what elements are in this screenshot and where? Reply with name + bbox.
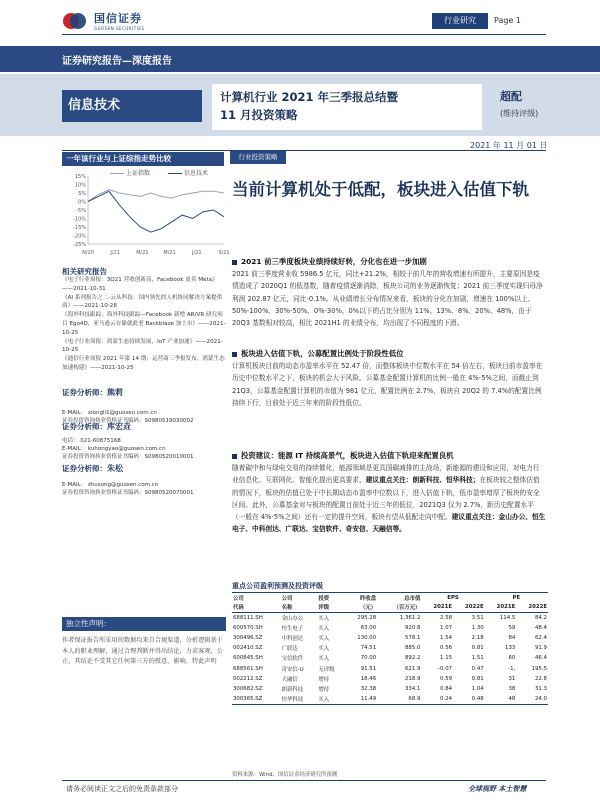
table-cell: 0.56 [440,645,453,652]
footer-slogan: 全球视野 本土智慧 [468,785,527,793]
footer-divider [62,780,546,781]
logo [62,10,144,31]
table-cell: 885.0 [405,645,421,652]
table-cell: 133 [505,645,516,652]
analyst-email[interactable]: E-MAIL： zhusong@guosen.com.cn [62,482,159,488]
y-tick-label: 15% [74,174,86,180]
table-cell: 0.84 [440,685,453,692]
analyst-cert: 证券投资咨询执业资格证书编码：S0980519030002 [62,418,194,424]
y-tick-label: -20% [73,233,86,240]
table-cell: 32.38 [360,685,377,692]
table-cell: 31.3 [534,685,547,692]
table-cell: 688111.SH [233,614,263,621]
table-row [232,674,548,684]
table-cell: 31 [508,675,516,682]
table-cell: 68.9 [377,694,421,704]
x-tick-label: S/21 [218,250,230,256]
table-cell: 买入 [318,635,330,642]
table-row [232,623,548,633]
table-row [232,694,548,704]
table-cell: 621.9 [405,665,421,672]
table-cell: 宝信软件 [281,656,304,663]
table-cell: 22.8 [534,675,547,682]
bullet-square-icon [232,352,237,357]
analyst-2 [62,414,226,461]
table-cell: 增持 [318,676,330,683]
table-row [232,663,548,673]
report-type: 证券研究报告—深度报告 [62,56,172,67]
report-title [212,84,482,130]
header-tag: 行业研究 [432,13,488,29]
recommendation-1: 建议重点关注：朗新科技、恒华科技； [365,476,480,485]
table-cell: 600570.SH [233,624,263,631]
table-cell: 0.47 [471,665,484,672]
table-cell: 3.51 [471,614,484,621]
table-cell: 892.2 [405,655,421,662]
y-tick-label: -10% [73,216,86,223]
bullet-heading-3: 投资建议：能源 IT 持续高景气，板块进入估值下轨迎来配置良机 [232,450,546,461]
table-cell: 218.9 [405,675,421,682]
table-row [232,643,548,653]
section-tag: 行业投资策略 [230,151,286,164]
table-cell: 0.81 [471,645,484,652]
footer-disclaimer: 请务必阅读正文之后的免责条款部分 [66,785,178,793]
table-cell: 600845.SH [233,655,263,662]
table-cell: 195.5 [531,665,547,672]
table-cell: 70.00 [360,655,377,662]
table-cell: 38 [508,685,516,692]
table-cell: 买入 [318,625,330,632]
analyst-label: 证券分析师： [62,422,107,431]
table-cell: 60 [508,655,516,662]
analyst-email[interactable]: E-MAIL： kuhongyao@guosen.com.cn [62,446,166,452]
rating: 超配 [500,90,522,103]
table-cell: 0.59 [440,675,453,682]
y-tick-label: -25% [73,242,86,248]
table-cell: 74.51 [360,645,377,652]
table-cell: 300682.SZ [233,685,263,692]
logo-text: 国信证券 [94,12,142,25]
header-divider [62,34,546,35]
table-cell: 1.04 [471,685,484,692]
table-title: 重点公司盈利预测及投资评级 [232,582,323,590]
analyst-label: 证券分析师： [62,464,107,473]
table-cell: 恒华科技 [281,694,318,704]
disclaimer-text: 作者保证报告所采用的数据均来自合规渠道，分析逻辑基于本人的职业理解，通过合理判断并得出结论，力求客观、公正，其结论不受其它任何第三方的授意、影响，特此声明 [62,637,223,666]
industry-label: 信息技术 [62,90,202,122]
table-cell: 1.15 [440,655,453,662]
analyst-label: 证券分析师： [62,388,107,397]
analyst-cert: 证券投资咨询执业资格证书编码：S0980520070001 [62,490,194,496]
y-tick-label: 5% [78,191,86,197]
table-cell: 0.24 [421,694,453,704]
table-cell: 1.51 [471,655,484,662]
table-cell: 无评级 [318,666,335,673]
table-cell: 中科创达 [281,635,304,642]
table-cell: 91.51 [360,665,377,672]
table-cell: 0.48 [453,694,485,704]
analyst-cert: 证券投资咨询执业资格证书编码：S0980520010001 [62,454,194,460]
x-tick-label: M/21 [163,250,176,256]
report-item[interactable]: 《海外科技跟踪：海外科技跟踪—Facebook 新增 AR/VR 研究项目 Ego4D，亚马逊云存储就此老 Backblaze 加上市》——2021-10-25 [62,312,226,336]
table-cell: 买入 [318,656,330,663]
analyst-tel: 电话： 021-60875168 [62,438,121,444]
x-tick-label: M/21 [136,250,149,256]
analyst-name: 熊莉 [107,388,123,397]
table-cell: 130.00 [357,634,377,641]
report-item[interactable]: 《通信行业周报 2021 年第 14 期：运营商三季报发布，鸿蒙生态加速构建》——2021-10-25 [62,356,225,371]
table-cell: 48.4 [534,624,547,631]
table-cell: 295.28 [357,614,377,621]
table-cell: 金山办公 [281,615,304,622]
paragraph-1: 2021 前三季度营业收 5986.5 亿元，同比+21.2%，相较于前几年的营收增速有所提升，主要原因是疫情造成了 2020Q1 的低基数，随着疫情逐渐消除，板块公司的业务逐渐恢复；2021 前三季度实现归母净利润 202.87 亿元，同比-0.1%。从业绩增长分布情况来看，板块的分化在加剧，增速在 100%以上、50%-100%、30%-50%、0%-30%、0%以下的占比分别为 11%、13%、8%、20%、48%，由于 20Q3 基数相对较高，相比 2021H1 的业绩分布，均出现了不同程度的下滑。 [232,270,543,328]
table-cell: -1, [508,665,516,672]
bullet-heading-2: 板块进入估值下轨，公募配置比例处于阶段性低位 [232,348,546,359]
table-cell: 18.46 [360,675,377,682]
bullet-heading-1: 2021 前三季度板块业绩持续好转，分化也在进一步加剧 [232,256,546,267]
paragraph-2: 计算机板块目前的动态市盈率水平在 52.47 倍，而整体板块中位数水平在 54 倍左右，板块目前市盈率在历史中位数水平之下，板块的机会大于风险。公募基金配置计算机的比例一般在 4%-5%之间，而截止到 21Q3，公募基金配置计算机的市值为 981 亿元，配置比例在 2.7%，板块自 20Q2 的 7.4%的配置比例持续下行，目前处于近三年来的阶段性低位。 [232,362,543,407]
table-cell: 1.07 [440,624,453,631]
table-cell: 买入 [317,694,345,704]
table-cell: 广联达 [281,646,298,653]
table-cell: 48 [485,694,517,704]
table-cell: 59 [508,624,516,631]
bullet-square-icon [232,454,237,459]
x-tick-label: J/21 [110,250,120,256]
logo-mark-icon [62,12,88,30]
table-cell: 24.0 [516,694,548,704]
report-title-line2: 11 月投资策略 [220,108,298,122]
report-item[interactable]: 《电子行业周报：鸿蒙生态持续发展，IoT 产业加速》——2021-10-25 [62,338,223,354]
forecast-table [232,592,548,705]
table-cell: 1.54 [440,634,453,641]
logo-text-en: GUOSEN SECURITIES [94,26,145,31]
analyst-3 [62,456,226,497]
analyst-name: 朱松 [107,464,123,473]
date-divider [62,150,546,151]
table-cell: 买入 [318,646,330,653]
table-cell: 62.4 [534,634,547,641]
table-cell: 002212.SZ [233,675,263,682]
table-cell: 688561.SH [233,665,263,672]
legend-item-index: 上证指数 [110,168,150,177]
table-cell: 增持 [318,686,330,693]
table-header-row: 代码 名称 评级 （元） （百万元） 2021E 2022E 2021E 2022E [233,604,547,612]
report-date: 2021 年 11 月 01 日 [470,141,548,150]
table-cell: 334.1 [405,685,421,692]
table-cell: 46.4 [534,655,547,662]
table-cell: 920.8 [405,624,421,631]
table-cell: 84.2 [534,614,547,621]
table-cell: 84 [508,634,516,641]
x-tick-label: N/20 [82,250,94,256]
table-cell: 578.1 [405,634,421,641]
reports-heading: 相关研究报告 [62,267,107,276]
table-cell: 2.58 [440,614,453,621]
report-item[interactable]: 《电子行业周报：3Q21 营收创新高，Facebook 更名 Meta》 ——2021-10-31 [62,277,218,292]
table-cell: 买入 [318,615,330,622]
table-cell: 2.18 [471,634,484,641]
comparison-chart [62,174,230,256]
y-tick-label: 10% [74,182,86,189]
table-row [232,613,548,623]
series-line-1 [88,191,224,232]
disclaimer-heading: 独立性声明： [62,617,226,631]
table-cell: 114.5 [499,614,516,621]
legend-item-it: 信息技术 [168,168,208,177]
x-tick-label: J/21 [192,250,202,256]
y-tick-label: 0% [78,199,86,206]
table-cell: 300496.SZ [233,634,263,641]
y-tick-label: -5% [76,208,86,214]
report-title-line1: 计算机行业 2021 年三季报总结暨 [220,90,399,104]
table-cell: 恒生电子 [281,625,304,632]
table-header-row: 公司 公司 投资 昨收盘 总市值 EPS PE [232,593,548,603]
rating-sub: (维持评级) [500,109,539,118]
table-cell: 天融信 [281,676,298,683]
recommendation-2: 建议重点关注：金山办公、恒生电子、中科创达、广联达、宝信软件、奇安信、天融信等。 [232,513,546,534]
paragraph-3: 随着碳中和与绿电交易的持续催化，能源领域是更具国碳减排的主战场，新能源的建设和应用，对电力行业信息化、互联网化、智能化提出更高要求，建议重点关注：朗新科技、恒华科技；在板块较之整体估值的情况下，板块的估值已处于中长期动态市盈率中位数以下，进入估值下轨，低市盈率增厚了板块的安全区间。此外，公募基金对与板块的配置目前处于近三年的低位，2021Q3 仅为 2.7%，距历史配置水平（一般在 4%-5%之间）还有一定的提升空间，板块有望从低配走向中配。建议重点关注：金山办公、恒生电子、中科创达、广联达、宝信软件、奇安信、天融信等。 [232,464,546,534]
table-row [232,653,548,663]
table-cell: 1.30 [471,624,484,631]
table-row [232,684,548,694]
table-cell: -0.07 [438,665,453,672]
headline: 当前计算机处于低配，板块进入估值下轨 [232,180,529,199]
analyst-email[interactable]: E-MAIL： xiongli1@guosen.com.cn [62,410,157,416]
table-cell: 91.9 [534,645,547,652]
table-cell: 63.00 [360,624,377,631]
chart-heading: 一年该行业与上证综指走势比较 [62,152,224,166]
table-row [232,633,548,643]
table-cell: 奇安信-U [281,666,304,673]
bullet-square-icon [232,260,237,265]
table-cell: 300365.SZ [232,694,281,704]
table-cell: 1,361.2 [399,614,421,621]
reports-list [62,276,226,373]
page-number: Page 1 [494,16,521,25]
table-cell: 0.81 [471,675,484,682]
table-cell: 002410.SZ [233,645,263,652]
table-cell: 11.49 [345,694,377,704]
y-tick-label: -15% [73,225,86,231]
report-item[interactable]: 《AI 系列报告之二-云从科技：国内领先的人机协同解决方案提供商》——2021-10-28 [62,294,223,310]
analyst-name: 库宏垚 [107,422,131,431]
table-cell: 朗新科技 [281,686,304,693]
table-source: 资料来源：Wind、国信证券经济研究所预测 [232,772,338,778]
